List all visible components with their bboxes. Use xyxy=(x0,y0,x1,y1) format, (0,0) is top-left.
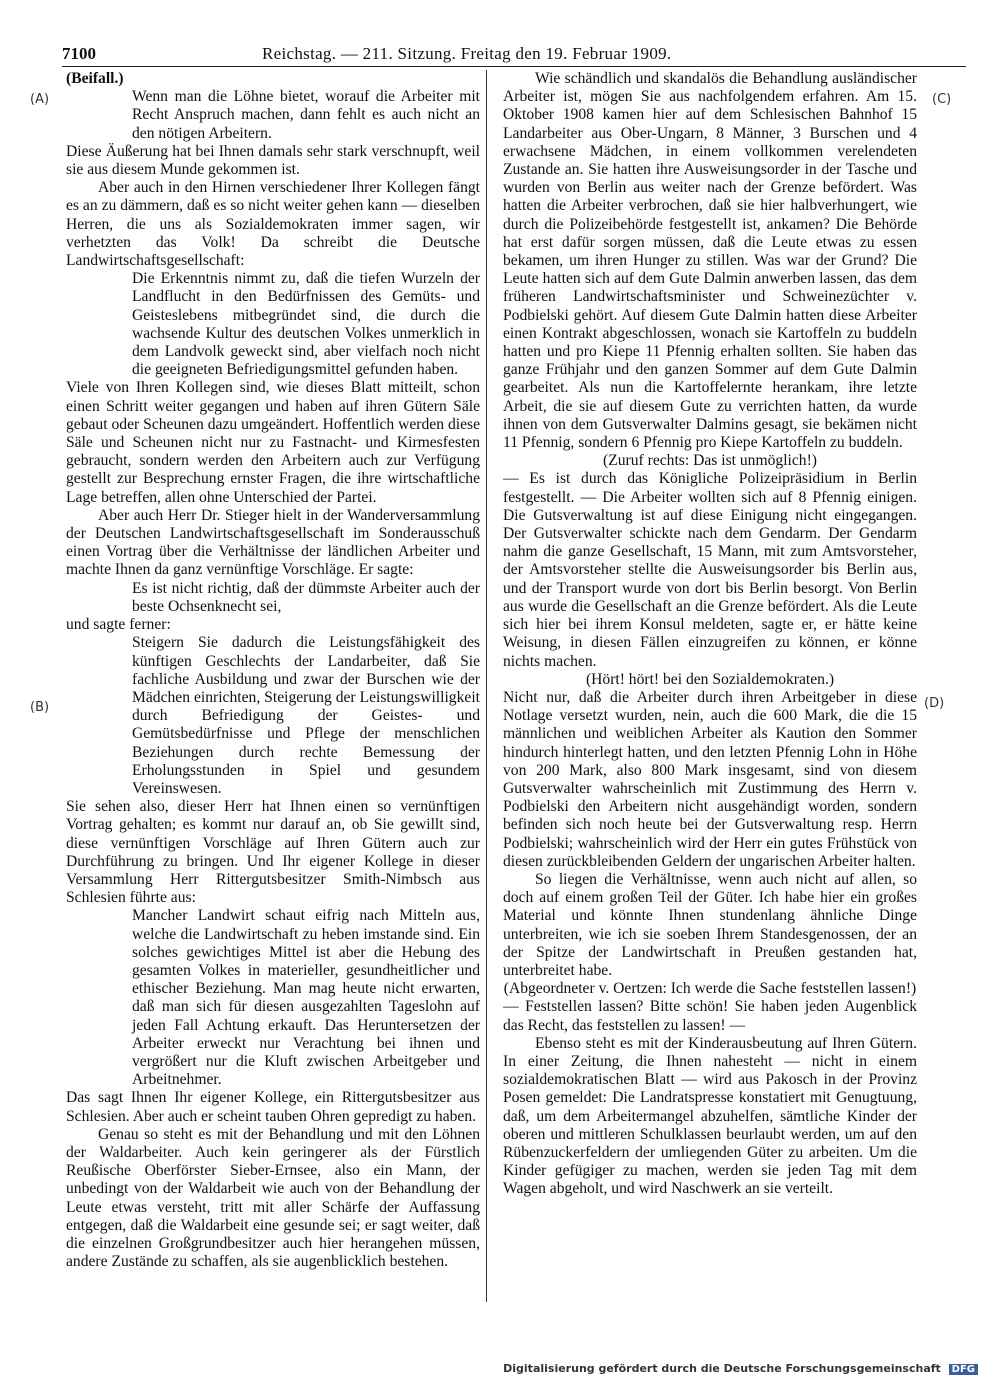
left-paragraph: Diese Äußerung hat bei Ihnen damals sehr stark verschnupft, weil sie aus diesem Munde gekommen ist. xyxy=(66,142,480,179)
dfg-logo: DFG xyxy=(949,1364,978,1375)
right-paragraph: Ebenso steht es mit der Kinderausbeutung auf Ihren Gütern. In einer Zeitung, die Ihnen nahesteht — nicht in einem sozialdemokratischen Blatt — wird aus Pakosch in der Provinz Posen gemeldet: Die Landratspresse konstatiert mit Genugtuung, daß, um dem Arbeitermangel abzuhelfen, sämtliche Kinder der oberen und mittleren Schulklassen beurlaubt werden, um auf den Rübenzuckerfeldern der umliegenden Güter zu arbeiten. Um die Kinder gefügiger zu machen, werden sie jeden Tag mit dem Wagen abgeholt, und wird Naschwerk an sie verteilt. xyxy=(503,1034,917,1198)
margin-marker-b: (B) xyxy=(30,700,50,715)
left-paragraph: und sagte ferner: xyxy=(66,616,171,634)
left-paragraph: (Beifall.) xyxy=(66,70,124,87)
left-column xyxy=(66,70,480,1302)
margin-marker-a: (A) xyxy=(30,92,50,107)
margin-marker-c: (C) xyxy=(932,92,952,107)
left-paragraph: Aber auch in den Hirnen verschiedener Ihrer Kollegen fängt es an zu dämmern, daß es so nicht weiter gehen kann — dieselben Herren, die uns als Sozialdemokraten immer sagen, wir verhetzten das Volk! Da schreibt die Deutsche Landwirtschaftsgesellschaft: xyxy=(66,179,480,270)
right-paragraph: Nicht nur, daß die Arbeiter durch ihren Arbeitgeber in diese Notlage versetzt wurden, nein, auch die 600 Mark, die die 15 männlichen und weiblichen Arbeiter als Kaution den Sommer hindurch hinterlegt hatten, und den letzten Pfennig Lohn in Höhe von 200 Mark, also 800 Mark insgesamt, sind von diesem Gutsverwalter wahrscheinlich mit Zustimmung des Herrn v. Podbielski den Arbeitern nicht ausgehändigt worden, sondern befinden sich noch heute bei der Gutsverwaltung resp. Herrn Podbielski; wahrscheinlich wird der Herr ein gutes Frühstück von diesen zurückbleibenden Geldern der ungarischen Arbeiter halten. xyxy=(503,688,917,870)
left-paragraph: Genau so steht es mit der Behandlung und mit den Löhnen der Waldarbeiter. Auch kein geringerer als der Fürstlich Reußische Oberförster Sieber-Ernsee, also ein Mann, der unbedingt von der Waldarbeit wie auch von der Behandlung der Leute etwas versteht, tritt mit aller Schärfe der Auffassung entgegen, daß die Waldarbeit eine gesunde sei; er sagt weiter, daß die einzelnen Großgrundbesitzer auch hier herangehen müssen, andere Zustände zu schaffen, als sie augenblicklich bestehen. xyxy=(66,1125,480,1271)
right-paragraph: So liegen die Verhältnisse, wenn auch nicht auf allen, so doch auf einem großen Teil der Güter. Ich habe hier ein großes Material und könnte Ihnen stundenlang ähnliche Dinge unterbreiten, wie ich sie soeben Ihrem Standesgenossen, der an der Spitze der Landwirtschaft in Preußen gestanden hat, unterbreitet habe. xyxy=(503,870,917,979)
footer-text: Digitalisierung gefördert durch die Deutsche Forschungsgemeinschaft xyxy=(503,1362,941,1375)
right-paragraph: — Es ist durch das Königliche Polizeipräsidium in Berlin festgestellt. — Die Arbeiter wollten sich auf 8 Pfennig einigen. Die Gutsverwaltung ist auf diese Einigung nicht eingegangen. Der Gutsverwalter schickte nach dem Gendarm. Der Gendarm nahm die ganze Gesellschaft, 15 Mann, mit zum Amtsvorsteher, der Amtsvorsteher stellte die Ausweisungsorder bis Berlin aus, und der Transport wurde von dort bis Berlin besorgt. Von Berlin aus wurde die Gesellschaft an die Grenze befördert. Als die Leute sich hier bei ihrem Konsul meldeten, sagte er, er hätte keine Weisung, in diesen Fällen einzugreifen zu können, er könne nichts machen. xyxy=(503,470,917,670)
left-paragraph: Viele von Ihren Kollegen sind, wie dieses Blatt mitteilt, schon einen Schritt weiter gegangen und haben auf ihren Gütern Säle gebaut oder Scheunen dazu umgeändert. Hoffentlich werden diese Säle und Scheunen nicht nur zu Fastnacht- und Kirmesfesten gebraucht, sondern werden den Arbeitern auch zur Verfügung gestellt zur Besprechung ernster Fragen, die ihre wirtschaftliche Lage betreffen, allen ohne Unterschied der Partei. xyxy=(66,379,480,506)
right-paragraph: (Abgeordneter v. Oertzen: Ich werde die Sache feststellen lassen!) xyxy=(503,980,917,998)
margin-marker-d: (D) xyxy=(924,696,945,711)
footer-credit xyxy=(503,1362,978,1375)
right-paragraph: (Hört! hört! bei den Sozialdemokraten.) xyxy=(585,670,835,688)
page-header xyxy=(62,44,962,68)
left-paragraph: Aber auch Herr Dr. Stieger hielt in der Wanderversammlung der Deutschen Landwirtschaftsgesellschaft im Sonderausschuß einen Vortrag über die Verhältnisse der ländlichen Arbeiter und machte Ihnen da ganz vernünftige Vorschläge. Er sagte: xyxy=(66,506,480,579)
left-paragraph: Steigern Sie dadurch die Leistungsfähigkeit des künftigen Geschlechts der Landarbeiter, daß Sie fachliche Ausbildung und zwar der Burschen wie der Mädchen einrichten, Steigerung der Leistungswilligkeit durch Befriedigung der Geistes- und Gemütsbedürfnisse und Pflege der menschlichen Beziehungen durch rechte Bemessung der Erholungsstunden in Spiel und gesundem Vereinswesen. xyxy=(132,634,480,797)
left-paragraph: Das sagt Ihnen Ihr eigener Kollege, ein Rittergutsbesitzer aus Schlesien. Aber auch er scheint tauben Ohren gepredigt zu haben. xyxy=(66,1089,480,1125)
left-paragraph: Sie sehen also, dieser Herr hat Ihnen einen so vernünftigen Vortrag gehalten; es kommt nur darauf an, ob Sie gewillt sind, diese vernünftigen Vorschläge auf Ihren Gütern auch zur Durchführung zu bringen. Und Ihr eigener Kollege in dieser Versammlung Herr Rittergutsbesitzer Smith-Nimbsch aus Schlesien führte aus: xyxy=(66,798,480,907)
left-paragraph: Es ist nicht richtig, daß der dümmste Arbeiter auch der beste Ochsenknecht sei, xyxy=(132,579,480,615)
left-paragraph: Wenn man die Löhne bietet, worauf die Arbeiter mit Recht Anspruch machen, dann fehlt es auch nicht an den nötigen Arbeitern. xyxy=(132,88,480,142)
right-paragraph: (Zuruf rechts: Das ist unmöglich!) xyxy=(603,452,817,470)
left-paragraph: Mancher Landwirt schaut eifrig nach Mitteln aus, welche die Landwirtschaft zu heben imstande sind. Ein solches gewichtiges Mittel ist aber die Hebung des gesamten Volkes in materieller, gesundheitlicher und ethischer Beziehung. Man mag heute nicht erwarten, daß man sich für diesen ausgezahlten Tageslohn auf jeden Fall Achtung erkauft. Das Heruntersetzen der Arbeiter erweckt nur Verachtung bei ihnen und vergrößert nur die Kluft zwischen Arbeitgeber und Arbeitnehmer. xyxy=(132,907,480,1089)
right-paragraph: — Feststellen lassen? Bitte schön! Sie haben jeden Augenblick das Recht, das feststellen zu lassen! — xyxy=(503,998,917,1034)
right-paragraph: Wie schändlich und skandalös die Behandlung ausländischer Arbeiter ist, mögen Sie aus nachfolgendem erfahren. Am 15. Oktober 1908 kamen hier auf dem Schlesischen Bahnhof 15 Landarbeiter aus Ober-Ungarn, 8 Männer, 3 Burschen und 4 erwachsene Mädchen, in einem vollkommen verelendeten Zustande an. Sie hatten ihre Ausweisungsorder in der Tasche und wurden von Berlin aus weiter nach der Grenze befördert. Was hatten die Arbeiter verbrochen, daß sie hier halbverhungert, wie durch die Polizeibehörde festgestellt ist, ankamen? Die Behörde hat erst dafür sorgen müssen, daß die Leute etwas zu essen bekamen, um ihren Hunger zu stillen. Was war der Grund? Die Leute hatten sich auf dem Gute Dalmin anwerben lassen, das dem früheren Landwirtschaftsminister und Schweinezüchter v. Podbielski gehört. Auf diesem Gute Dalmin hatten diese Arbeiter einen Kontrakt abgeschlossen, wonach sie Kartoffeln zu buddeln hatten und pro Kiepe 11 Pfennig erhalten sollten. Sie haben das ganze Frühjahr und den ganzen Sommer auf dem Gute Dalmin gearbeitet. Als nun die Kartoffelernte herankam, ihre letzte Arbeit, die sie auf diesem Gute zu verrichten hatten, da wurde ihnen von dem Gutsverwalter Dalmins gesagt, sie bekämen nicht 11 Pfennig, sondern 6 Pfennig pro Kiepe Kartoffeln zu buddeln. xyxy=(503,70,917,452)
page-number: 7100 xyxy=(62,44,96,63)
page-title: Reichstag. — 211. Sitzung. Freitag den 19. Februar 1909. xyxy=(262,44,672,63)
header-rule xyxy=(62,66,966,67)
right-column xyxy=(503,70,917,1302)
left-paragraph: Die Erkenntnis nimmt zu, daß die tiefen Wurzeln der Landflucht in den Bedürfnissen des Gemüts- und Geisteslebens mitbegründet sind, die durch die wachsende Kultur des deutschen Volkes unmerklich in dem Landvolk geweckt sind, aber vielfach noch nicht die geeigneten Befriedigungsmittel gefunden haben. xyxy=(132,270,480,379)
column-divider xyxy=(486,70,487,1302)
